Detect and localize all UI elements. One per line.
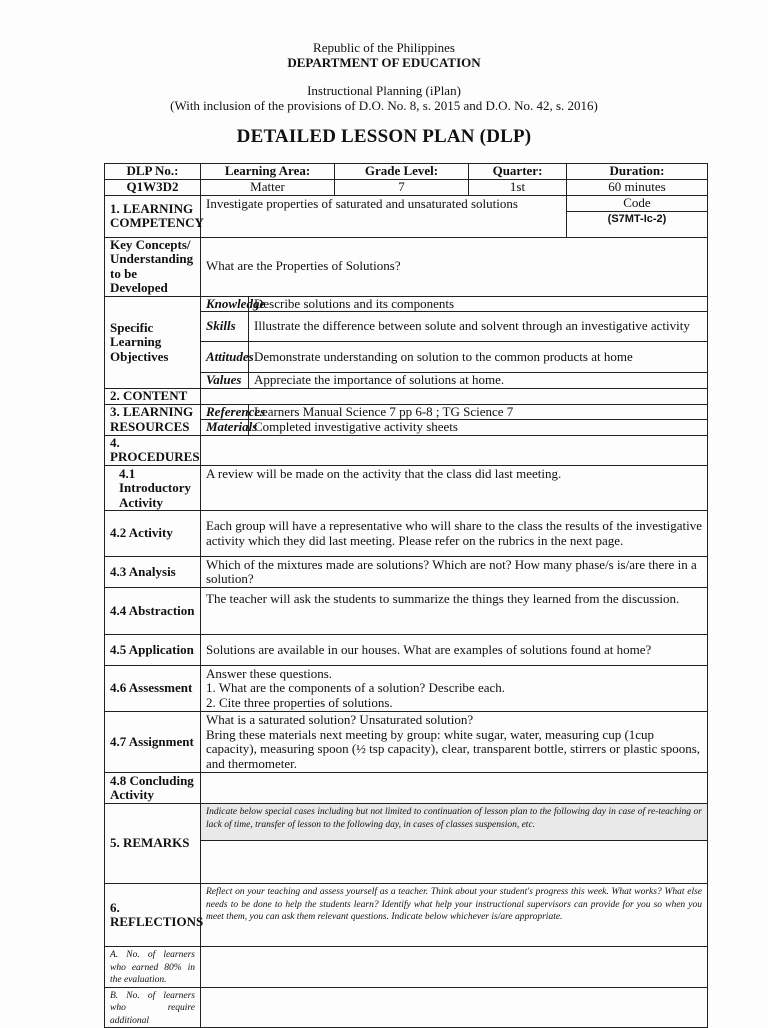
competency-code: (S7MT-Ic-2) [567, 211, 708, 237]
attitudes-label: Attitudes [201, 342, 249, 373]
analysis-row [105, 557, 708, 588]
reflection-b-row [105, 987, 708, 1028]
key-concepts-text: What are the Properties of Solutions? [201, 237, 708, 296]
document-title: DETAILED LESSON PLAN (DLP) [236, 126, 532, 147]
objective-knowledge-row [105, 296, 708, 312]
learning-area-value: Matter [201, 180, 335, 196]
objectives-label: Specific Learning Objectives [105, 296, 201, 389]
reflection-a-label: A. No. of learners who earned 80% in the evaluation. [105, 947, 201, 988]
republic-heading: Republic of the Philippines [313, 40, 455, 55]
abstraction-text: The teacher will ask the students to summarize the things they learned from the discussion. [201, 588, 708, 635]
assessment-line: 2. Cite three properties of solutions. [206, 694, 393, 710]
application-text: Solutions are available in our houses. What are examples of solutions found at home? [201, 635, 708, 666]
dlp-no-label: DLP No.: [105, 164, 201, 180]
provisions-heading: (With inclusion of the provisions of D.O. No. 8, s. 2015 and D.O. No. 42, s. 2016) [170, 98, 598, 113]
assessment-line: 1. What are the components of a solution? Describe each. [206, 680, 506, 696]
application-label: 4.5 Application [105, 635, 201, 666]
quarter-label: Quarter: [469, 164, 567, 180]
activity-label: 4.2 Activity [105, 511, 201, 557]
introductory-label: 4.1 Introductory Activity [105, 465, 201, 511]
assessment-row [105, 666, 708, 712]
assessment-text [201, 666, 708, 712]
reflections-note: Reflect on your teaching and assess yourself as a teacher. Think about your student's progress this week. What works? What else needs to be done to help the students learn? Identify what help your instructional supervisors can provide for you so when you meet them, you can ask them relevant questions. Indicate below whichever is/are appropriate. [201, 884, 708, 947]
assessment-label: 4.6 Assessment [105, 666, 201, 712]
reflection-b-label: B. No. of learners who require additional [105, 987, 201, 1028]
info-value-row [105, 180, 708, 196]
reflection-a-value [201, 947, 708, 988]
abstraction-row [105, 588, 708, 635]
activity-row [105, 511, 708, 557]
info-header-row [105, 164, 708, 180]
assignment-line: Bring these materials next meeting by group: white sugar, water, measuring cup (1cup capacity), measuring spoon (½ tsp capacity), clear, transparent bottle, stirrers or plastic spoons, and thermometer. [206, 726, 701, 771]
knowledge-text: Describe solutions and its components [249, 296, 708, 312]
attitudes-text: Demonstrate understanding on solution to the common products at home [249, 342, 708, 373]
abstraction-label: 4.4 Abstraction [105, 588, 201, 635]
references-row [105, 404, 708, 420]
skills-text: Illustrate the difference between solute and solvent through an investigative activity [249, 312, 708, 342]
content-value [201, 389, 708, 405]
dlp-no-value: Q1W3D2 [105, 180, 201, 196]
remarks-label: 5. REMARKS [105, 804, 201, 884]
key-concepts-row [105, 237, 708, 296]
introductory-text: A review will be made on the activity that the class did last meeting. [201, 465, 708, 511]
grade-level-label: Grade Level: [335, 164, 469, 180]
quarter-value: 1st [469, 180, 567, 196]
lesson-plan-table [104, 163, 708, 1028]
iplan-heading: Instructional Planning (iPlan) [307, 83, 461, 98]
concluding-label: 4.8 Concluding Activity [105, 773, 201, 804]
remarks-note: Indicate below special cases including but not limited to continuation of lesson plan to the following day in case of re-teaching or lack of time, transfer of lesson to the following day, in cases of classes suspension, etc. [201, 804, 708, 841]
procedures-row [105, 435, 708, 465]
skills-label: Skills [201, 312, 249, 342]
analysis-label: 4.3 Analysis [105, 557, 201, 588]
values-text: Appreciate the importance of solutions at home. [249, 373, 708, 389]
assignment-text [201, 712, 708, 773]
learning-area-label: Learning Area: [201, 164, 335, 180]
content-label: 2. CONTENT [105, 389, 201, 405]
competency-row [105, 195, 708, 211]
duration-label: Duration: [567, 164, 708, 180]
remarks-entry [201, 841, 708, 884]
reflections-row [105, 884, 708, 947]
values-label: Values [201, 373, 249, 389]
duration-value: 60 minutes [567, 180, 708, 196]
concluding-value [201, 773, 708, 804]
knowledge-label: Knowledge [201, 296, 249, 312]
reflections-label: 6. REFLECTIONS [105, 884, 201, 947]
assignment-row [105, 712, 708, 773]
procedures-label: 4. PROCEDURES [105, 435, 201, 465]
materials-text: Completed investigative activity sheets [249, 420, 708, 436]
resources-label: 3. LEARNING RESOURCES [105, 404, 201, 435]
department-heading: DEPARTMENT OF EDUCATION [287, 55, 481, 70]
activity-text: Each group will have a representative who will share to the class the results of the investigative activity which they did last meeting. Please refer on the rubrics in the next page. [201, 511, 708, 557]
grade-level-value: 7 [335, 180, 469, 196]
references-text: Learners Manual Science 7 pp 6-8 ; TG Science 7 [249, 404, 708, 420]
content-row [105, 389, 708, 405]
reflection-a-row [105, 947, 708, 988]
application-row [105, 635, 708, 666]
remarks-row [105, 804, 708, 841]
references-label: References [201, 404, 249, 420]
reflection-b-value [201, 987, 708, 1028]
code-label: Code [567, 195, 708, 211]
competency-label: 1. LEARNING COMPETENCY [105, 195, 201, 237]
assignment-line: What is a saturated solution? Unsaturated solution? [206, 712, 474, 727]
concluding-row [105, 773, 708, 804]
introductory-row [105, 465, 708, 511]
analysis-text: Which of the mixtures made are solutions? Which are not? How many phase/s is/are there in a solution? [201, 557, 708, 588]
assessment-line: Answer these questions. [206, 665, 333, 681]
procedures-value [201, 435, 708, 465]
materials-label: Materials [201, 420, 249, 436]
competency-text: Investigate properties of saturated and unsaturated solutions [201, 195, 567, 237]
key-concepts-label: Key Concepts/ Understanding to be Developed [105, 237, 201, 296]
assignment-label: 4.7 Assignment [105, 712, 201, 773]
